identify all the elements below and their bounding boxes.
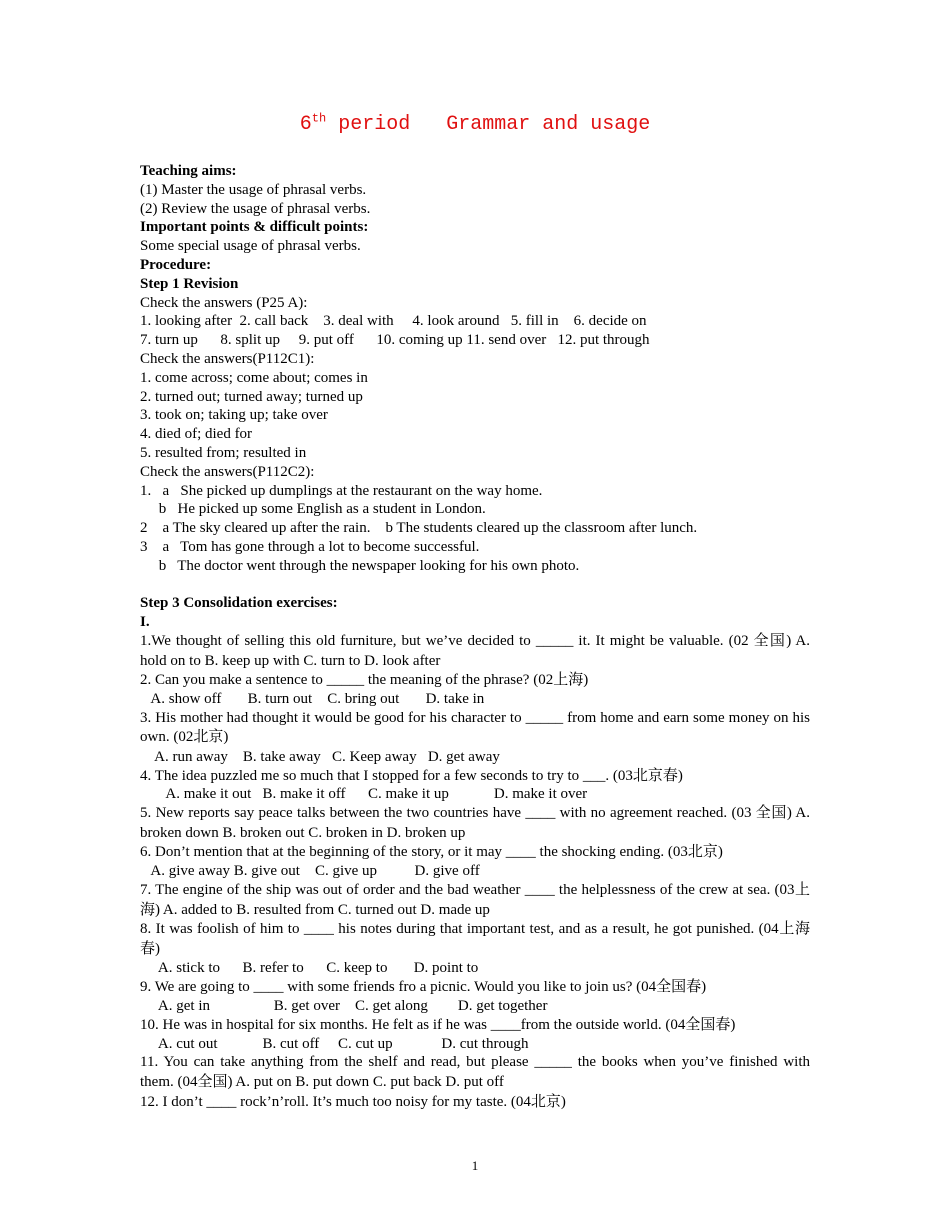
question-11: 11. You can take anything from the shelf and read, but please _____ the books when you’ve finished with them. (04全国) A. put on B. put down C. put back D. put off	[140, 1054, 810, 1091]
important-points-heading: Important points & difficult points:	[140, 219, 369, 236]
question-4-options: A. make it out B. make it off C. make it up D. make it over	[140, 786, 588, 803]
step1-line: 1. a She picked up dumplings at the restaurant on the way home.	[140, 482, 543, 499]
question-2: 2. Can you make a sentence to _____ the meaning of the phrase? (02上海)	[140, 672, 589, 689]
title-superscript: th	[311, 111, 327, 126]
title-word: period	[338, 113, 411, 136]
step1-line: 3. took on; taking up; take over	[140, 407, 328, 424]
aim-item-2: (2) Review the usage of phrasal verbs.	[140, 200, 371, 217]
step3-heading: Step 3 Consolidation exercises:	[140, 595, 338, 612]
aim-item-1: (1) Master the usage of phrasal verbs.	[140, 181, 367, 198]
question-8-options: A. stick to B. refer to C. keep to D. point to	[140, 960, 479, 977]
question-6-options: A. give away B. give out C. give up D. give off	[140, 863, 480, 880]
question-3-options: A. run away B. take away C. Keep away D. get away	[140, 748, 500, 765]
title-topic: Grammar and usage	[446, 113, 651, 136]
question-7: 7. The engine of the ship was out of order and the bad weather ____ the helplessness of the crew at sea. (03上海) A. added to B. resulted from C. turned out D. made up	[140, 882, 810, 918]
step1-line: 3 a Tom has gone through a lot to become successful.	[140, 538, 480, 555]
step1-line: 4. died of; died for	[140, 426, 253, 443]
question-5: 5. New reports say peace talks between the two countries have ____ with no agreement reached. (03 全国) A. broken down B. broken out C. broken in D. broken up	[140, 805, 810, 841]
step1-line: b The doctor went through the newspaper looking for his own photo.	[140, 557, 580, 574]
step1-line: 7. turn up 8. split up 9. put off 10. coming up 11. send over 12. put through	[140, 332, 650, 349]
exercise-part-label: I.	[140, 614, 150, 631]
question-6: 6. Don’t mention that at the beginning of the story, or it may ____ the shocking ending. (03北京)	[140, 844, 723, 861]
teaching-aims-heading: Teaching aims:	[140, 163, 237, 179]
page-title	[0, 113, 950, 136]
step1-line: Check the answers (P25 A):	[140, 294, 308, 311]
document-body	[140, 162, 810, 1111]
procedure-heading: Procedure:	[140, 256, 212, 273]
question-9: 9. We are going to ____ with some friends fro a picnic. Would you like to join us? (04全国春)	[140, 979, 707, 996]
step1-line: 1. looking after 2. call back 3. deal with 4. look around 5. fill in 6. decide on	[140, 313, 647, 330]
question-12: 12. I don’t ____ rock’n’roll. It’s much too noisy for my taste. (04北京)	[140, 1093, 566, 1110]
title-number: 6	[299, 113, 312, 136]
question-4: 4. The idea puzzled me so much that I stopped for a few seconds to try to ___. (03北京春)	[140, 767, 683, 784]
step1-line: b He picked up some English as a student in London.	[140, 501, 486, 518]
step1-line: Check the answers(P112C1):	[140, 350, 315, 367]
important-points-text: Some special usage of phrasal verbs.	[140, 238, 361, 255]
step1-line: 2 a The sky cleared up after the rain. b The students cleared up the classroom after lunch.	[140, 520, 698, 537]
step1-line: 5. resulted from; resulted in	[140, 444, 307, 461]
question-1: 1.We thought of selling this old furniture, but we’ve decided to _____ it. It might be valuable. (02 全国) A. hold on to B. keep up with C. turn to D. look after	[140, 632, 810, 669]
step1-line: Check the answers(P112C2):	[140, 463, 315, 480]
step1-line: 1. come across; come about; comes in	[140, 369, 368, 386]
step1-line: 2. turned out; turned away; turned up	[140, 388, 363, 405]
step1-heading: Step 1 Revision	[140, 275, 239, 292]
question-8: 8. It was foolish of him to ____ his notes during that important test, and as a result, he got punished. (04上海春)	[140, 921, 810, 957]
question-2-options: A. show off B. turn out C. bring out D. take in	[140, 690, 485, 707]
question-3: 3. His mother had thought it would be good for his character to _____ from home and earn some money on his own. (02北京)	[140, 709, 810, 746]
question-10: 10. He was in hospital for six months. He felt as if he was ____from the outside world. (04全国春)	[140, 1016, 736, 1033]
question-10-options: A. cut out B. cut off C. cut up D. cut through	[140, 1035, 529, 1052]
page-number: 1	[471, 1158, 479, 1173]
question-9-options: A. get in B. get over C. get along D. get together	[140, 998, 548, 1015]
